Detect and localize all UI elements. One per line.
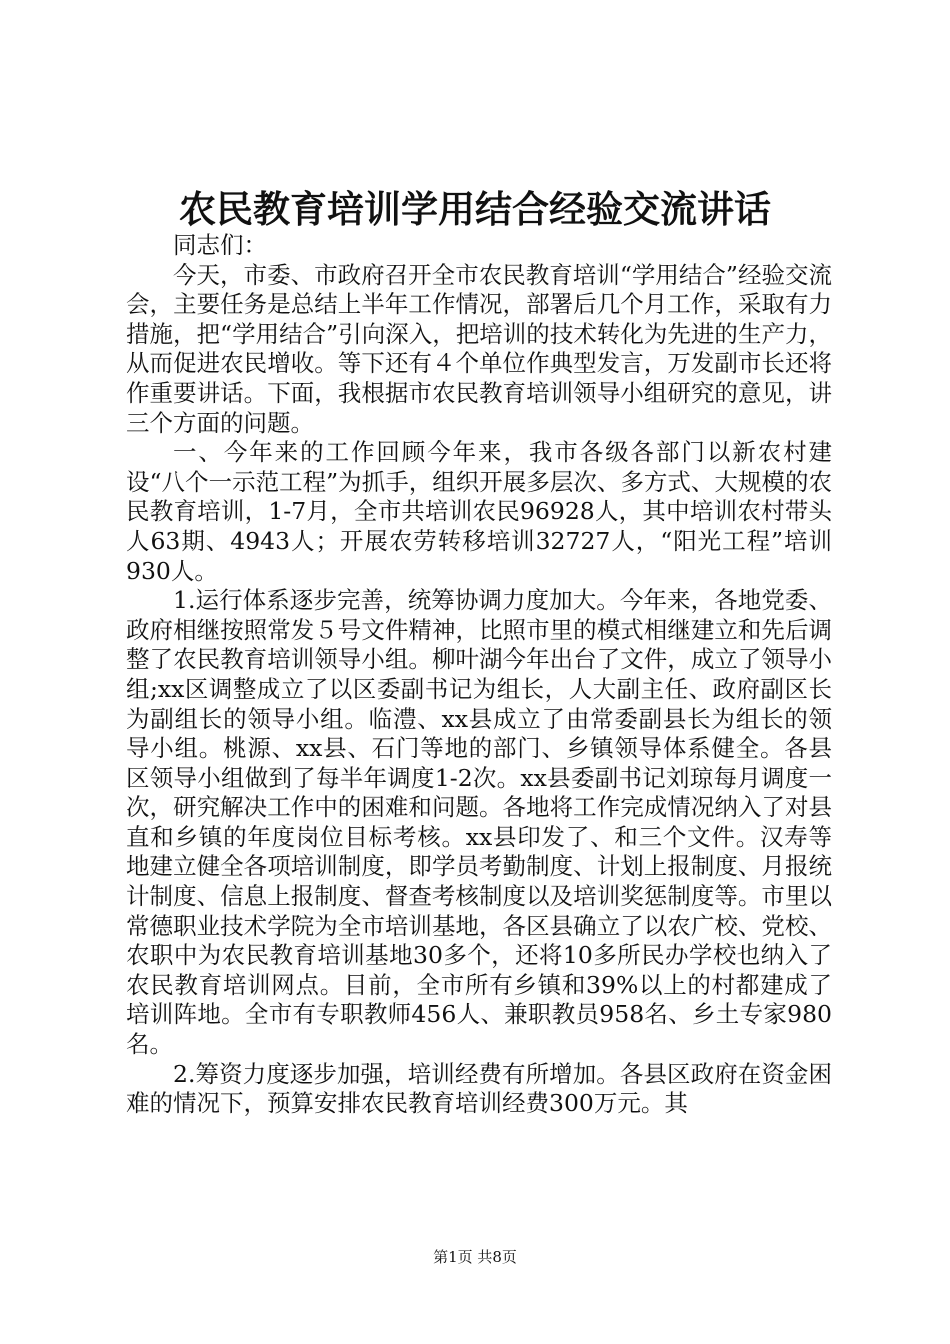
body-paragraph: 一、今年来的工作回顾今年来，我市各级各部门以新农村建设“八个一示范工程”为抓手，组织开展多层次、多方式、大规模的农民教育培训，1-7月，全市共培训农民96928人，其中培训农村带头人63期、4943人；开展农劳转移培训32727人，“阳光工程”培训930人。 [126, 438, 832, 585]
body-paragraph: 2.筹资力度逐步加强，培训经费有所增加。各县区政府在资金困难的情况下，预算安排农民教育培训经费300万元。其 [126, 1059, 832, 1118]
document-body [126, 231, 832, 1119]
page-number-footer: 第1页 共8页 [433, 1248, 517, 1266]
body-paragraph: 1.运行体系逐步完善，统筹协调力度加大。今年来，各地党委、政府相继按照常发５号文件精神，比照市里的模式相继建立和先后调整了农民教育培训领导小组。柳叶湖今年出台了文件，成立了领导小组;xx区调整成立了以区委副书记为组长，人大副主任、政府副区长为副组长的领导小组。临澧、xx县成立了由常委副县长为组长的领导小组。桃源、xx县、石门等地的部门、乡镇领导体系健全。各县区领导小组做到了每半年调度1-2次。xx县委副书记刘琼每月调度一次，研究解决工作中的困难和问题。各地将工作完成情况纳入了对县直和乡镇的年度岗位目标考核。xx县印发了、和三个文件。汉寿等地建立健全各项培训制度，即学员考勤制度、计划上报制度、月报统计制度、信息上报制度、督查考核制度以及培训奖惩制度等。市里以常德职业技术学院为全市培训基地，各区县确立了以农广校、党校、农职中为农民教育培训基地30多个，还将10多所民办学校也纳入了农民教育培训网点。目前，全市所有乡镇和39%以上的村都建成了培训阵地。全市有专职教师456人、兼职教员958名、乡土专家980名。 [126, 586, 832, 1059]
salutation-paragraph: 同志们： [173, 231, 267, 259]
document-title: 农民教育培训学用结合经验交流讲话 [179, 187, 771, 231]
body-paragraph: 今天，市委、市政府召开全市农民教育培训“学用结合”经验交流会，主要任务是总结上半年工作情况，部署后几个月工作，采取有力措施，把“学用结合”引向深入，把培训的技术转化为先进的生产力，从而促进农民增收。等下还有４个单位作典型发言，万发副市长还将作重要讲话。下面，我根据市农民教育培训领导小组研究的意见，讲三个方面的问题。 [126, 260, 832, 437]
